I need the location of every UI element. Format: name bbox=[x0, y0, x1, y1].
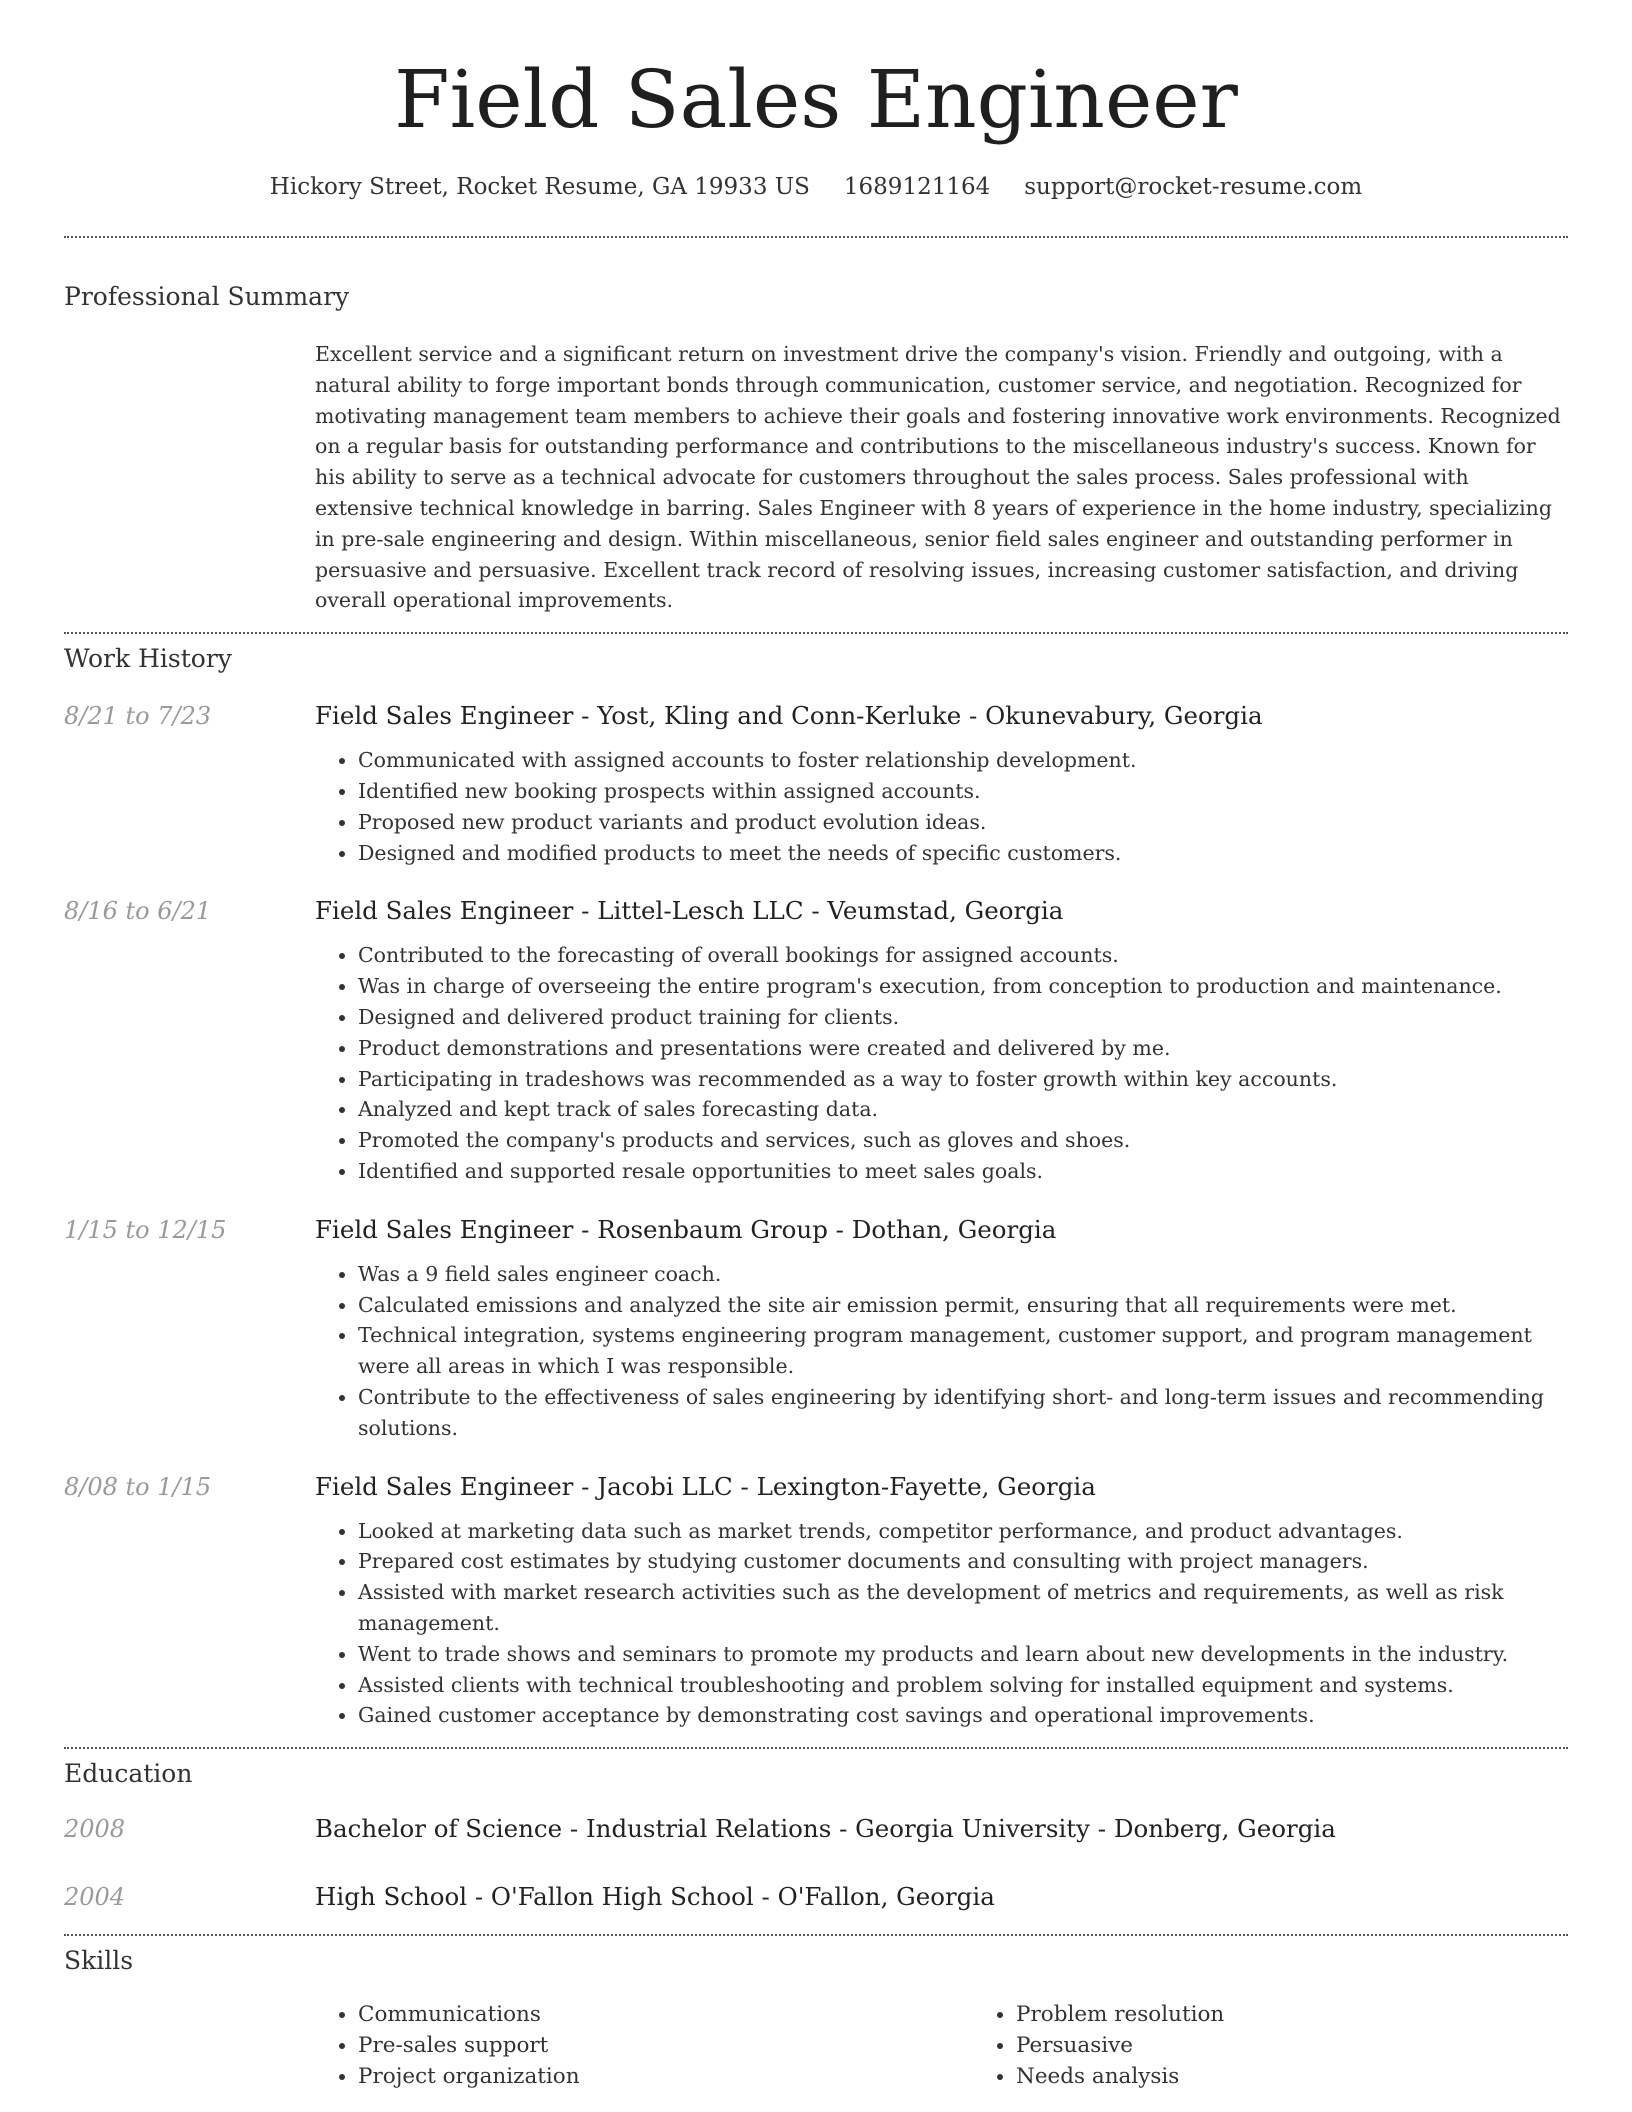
job-title: Field Sales Engineer - Yost, Kling and Conn-Kerluke - Okunevabury, Georgia bbox=[315, 701, 1263, 731]
job-body bbox=[315, 699, 1568, 868]
job-bullet: • Contribute to the effectiveness of sales engineering by identifying short- and long-term issues and recommending solutions. bbox=[358, 1382, 1568, 1444]
job-date: 8/08 to 1/15 bbox=[64, 1472, 212, 1501]
candidate-name: Field Sales Engineer bbox=[394, 53, 1238, 146]
work-history-section bbox=[0, 634, 1632, 1747]
job-bullet: • Designed and delivered product training for clients. bbox=[358, 1002, 1568, 1033]
job-bullet: • Assisted clients with technical troubleshooting and problem solving for installed equipment and systems. bbox=[358, 1670, 1568, 1701]
job-entry bbox=[64, 1470, 1568, 1732]
job-title: Field Sales Engineer - Jacobi LLC - Lexington-Fayette, Georgia bbox=[315, 1471, 1096, 1501]
job-entry bbox=[64, 699, 1568, 868]
skills-columns bbox=[315, 1999, 1568, 2092]
skill-item: • Project organization bbox=[358, 2061, 973, 2092]
contact-address: Hickory Street, Rocket Resume, GA 19933 US bbox=[269, 174, 810, 200]
contact-line bbox=[0, 174, 1632, 200]
skill-item: • Problem resolution bbox=[1016, 1999, 1224, 2030]
job-bullet: • Prepared cost estimates by studying customer documents and consulting with project managers. bbox=[358, 1546, 1568, 1577]
skills-list-right bbox=[973, 1999, 1224, 2092]
job-bullet: • Was in charge of overseeing the entire program's execution, from conception to production and maintenance. bbox=[358, 971, 1568, 1002]
job-bullets bbox=[315, 1259, 1568, 1444]
section-heading-summary: Professional Summary bbox=[64, 282, 350, 311]
job-bullet: • Identified and supported resale opportunities to meet sales goals. bbox=[358, 1156, 1568, 1187]
job-bullet: • Calculated emissions and analyzed the site air emission permit, ensuring that all requirements were met. bbox=[358, 1290, 1568, 1321]
contact-email: support@rocket-resume.com bbox=[1024, 174, 1363, 200]
education-date: 2008 bbox=[64, 1815, 126, 1844]
skills-section bbox=[0, 1936, 1632, 2092]
job-bullet: • Went to trade shows and seminars to promote my products and learn about new developments in the industry. bbox=[358, 1639, 1568, 1670]
job-body bbox=[315, 1213, 1568, 1444]
education-title: Bachelor of Science - Industrial Relations - Georgia University - Donberg, Georgia bbox=[315, 1814, 1336, 1844]
job-bullets bbox=[315, 745, 1568, 868]
resume-header bbox=[0, 0, 1632, 200]
job-bullet: • Assisted with market research activities such as the development of metrics and requirements, as well as risk management. bbox=[358, 1577, 1568, 1639]
job-bullets bbox=[315, 940, 1568, 1186]
job-date: 8/16 to 6/21 bbox=[64, 897, 212, 926]
job-body bbox=[315, 1470, 1568, 1732]
skill-item: • Persuasive bbox=[1016, 2030, 1224, 2061]
job-bullet: • Contributed to the forecasting of overall bookings for assigned accounts. bbox=[358, 940, 1568, 971]
job-title: Field Sales Engineer - Rosenbaum Group - Dothan, Georgia bbox=[315, 1214, 1057, 1244]
job-body bbox=[315, 894, 1568, 1186]
job-bullet: • Participating in tradeshows was recommended as a way to foster growth within key accounts. bbox=[358, 1064, 1568, 1095]
job-bullet: • Promoted the company's products and services, such as gloves and shoes. bbox=[358, 1125, 1568, 1156]
job-entry bbox=[64, 894, 1568, 1186]
job-bullet: • Looked at marketing data such as market trends, competitor performance, and product advantages. bbox=[358, 1516, 1568, 1547]
education-title: High School - O'Fallon High School - O'Fallon, Georgia bbox=[315, 1882, 995, 1912]
job-bullet: • Product demonstrations and presentations were created and delivered by me. bbox=[358, 1033, 1568, 1064]
section-heading-skills: Skills bbox=[64, 1946, 134, 1976]
contact-phone: 1689121164 bbox=[843, 174, 991, 200]
education-date: 2004 bbox=[64, 1883, 126, 1912]
education-entry bbox=[64, 1880, 1568, 1914]
job-bullets bbox=[315, 1516, 1568, 1732]
job-bullet: • Communicated with assigned accounts to foster relationship development. bbox=[358, 745, 1568, 776]
job-title: Field Sales Engineer - Littel-Lesch LLC - Veumstad, Georgia bbox=[315, 896, 1064, 926]
job-bullet: • Gained customer acceptance by demonstrating cost savings and operational improvements. bbox=[358, 1700, 1568, 1731]
job-date: 8/21 to 7/23 bbox=[64, 702, 212, 731]
job-bullet: • Analyzed and kept track of sales forecasting data. bbox=[358, 1094, 1568, 1125]
job-bullet: • Technical integration, systems engineering program management, customer support, and program management were all areas in which I was responsible. bbox=[358, 1320, 1568, 1382]
section-heading-work: Work History bbox=[64, 644, 232, 674]
professional-summary-section bbox=[0, 238, 1632, 616]
skills-list-left bbox=[315, 1999, 973, 2092]
job-bullet: • Designed and modified products to meet the needs of specific customers. bbox=[358, 838, 1568, 869]
job-bullet: • Identified new booking prospects within assigned accounts. bbox=[358, 776, 1568, 807]
summary-text: Excellent service and a significant return on investment drive the company's vision. Friendly and outgoing, with a natural ability to forge important bonds through communication, customer service, and negotiation. Recognized for motivating management team members to achieve their goals and fostering innovative work environments. Recognized on a regular basis for outstanding performance and contributions to the miscellaneous industry's success. Known for his ability to serve as a technical advocate for customers throughout the sales process. Sales professional with extensive technical knowledge in barring. Sales Engineer with 8 years of experience in the home industry, specializing in pre-sale engineering and design. Within miscellaneous, senior field sales engineer and outstanding performer in persuasive and persuasive. Excellent track record of resolving issues, increasing customer satisfaction, and driving overall operational improvements. bbox=[315, 342, 1561, 613]
skill-item: • Needs analysis bbox=[1016, 2061, 1224, 2092]
skill-item: • Communications bbox=[358, 1999, 973, 2030]
section-heading-education: Education bbox=[64, 1759, 193, 1789]
job-date: 1/15 to 12/15 bbox=[64, 1215, 227, 1244]
education-section bbox=[0, 1749, 1632, 1934]
skill-item: • Pre-sales support bbox=[358, 2030, 973, 2061]
job-bullet: • Proposed new product variants and product evolution ideas. bbox=[358, 807, 1568, 838]
education-entry bbox=[64, 1812, 1568, 1846]
job-bullet: • Was a 9 field sales engineer coach. bbox=[358, 1259, 1568, 1290]
job-entry bbox=[64, 1213, 1568, 1444]
